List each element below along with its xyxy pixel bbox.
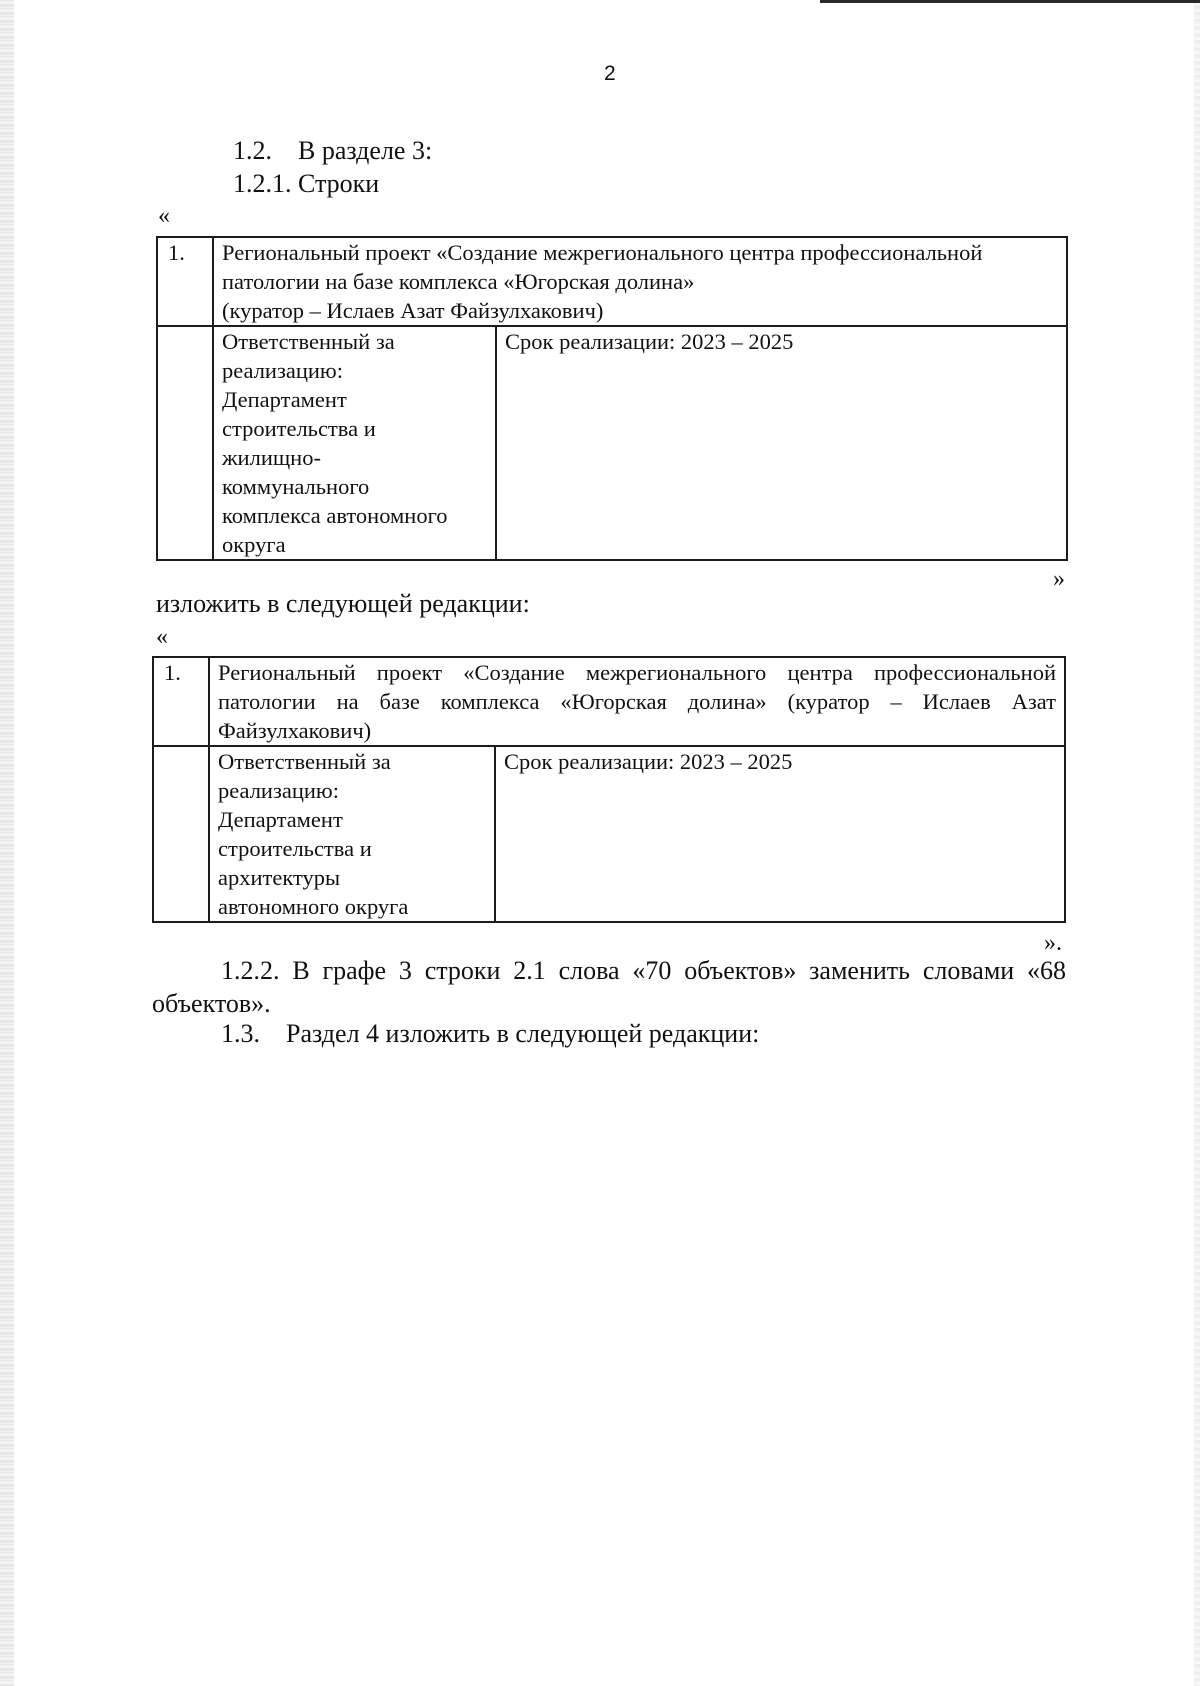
- heading-1-2: 1.2. В разделе 3:: [233, 136, 433, 165]
- old-responsible-line: Ответственный за: [222, 329, 395, 354]
- new-responsible-line: Ответственный за: [218, 749, 391, 774]
- old-responsible-line: Департамент: [222, 387, 347, 412]
- old-responsible-line: округа: [222, 532, 286, 557]
- old-responsible-line: жилищно-: [222, 445, 321, 470]
- close-quote-1: »: [1053, 566, 1065, 592]
- old-row-number: 1.: [157, 237, 213, 326]
- old-term-cell: Срок реализации: 2023 – 2025: [496, 326, 1067, 560]
- old-responsible-line: реализацию:: [222, 358, 343, 383]
- heading-1-2-1: 1.2.1. Строки: [233, 169, 380, 198]
- new-details-row: [153, 746, 1065, 922]
- new-responsible-line: автономного округа: [218, 894, 409, 919]
- intro-new-text: изложить в следующей редакции:: [156, 589, 530, 618]
- open-quote-2: «: [156, 624, 168, 650]
- old-title-line-1: Региональный проект «Создание межрегионального центра профессиональной: [222, 240, 983, 265]
- open-quote-1: «: [158, 203, 170, 229]
- old-empty-cell: [157, 326, 213, 560]
- new-responsible-line: строительства и: [218, 836, 372, 861]
- new-term-cell: Срок реализации: 2023 – 2025: [495, 746, 1065, 922]
- new-row-number: 1.: [153, 657, 209, 746]
- scan-top-line: [820, 0, 1200, 3]
- old-responsible-line: строительства и: [222, 416, 376, 441]
- new-responsible-line: Департамент: [218, 807, 343, 832]
- close-quote-2: ».: [1044, 930, 1062, 956]
- new-title-row: [153, 657, 1065, 746]
- new-empty-cell: [153, 746, 209, 922]
- scan-left-edge: [0, 0, 14, 1686]
- old-project-title: [213, 237, 1067, 326]
- old-responsible-line: коммунального: [222, 474, 370, 499]
- new-responsible-cell: [209, 746, 495, 922]
- old-details-row: [157, 326, 1067, 560]
- old-responsible-cell: [213, 326, 496, 560]
- old-title-line-2: патологии на базе комплекса «Югорская долина»: [222, 269, 695, 294]
- paragraph-1-2-2: 1.2.2. В графе 3 строки 2.1 слова «70 объектов» заменить словами «68 объектов».: [152, 956, 1066, 1018]
- old-title-row: [157, 237, 1067, 326]
- page-number: 2: [604, 62, 616, 85]
- new-project-title: Региональный проект «Создание межрегионального центра профессиональной патологии на базе комплекса «Югорская долина» (куратор – Ислаев Азат Файзулхакович): [209, 657, 1065, 746]
- old-title-line-3: (куратор – Ислаев Азат Файзулхакович): [222, 298, 604, 323]
- new-responsible-line: реализацию:: [218, 778, 339, 803]
- new-responsible-line: архитектуры: [218, 865, 341, 890]
- scan-right-edge: [1194, 0, 1200, 1686]
- old-responsible-line: комплекса автономного: [222, 503, 448, 528]
- paragraph-1-3: 1.3. Раздел 4 изложить в следующей редакции:: [221, 1019, 760, 1048]
- new-row-table: [152, 656, 1066, 923]
- old-row-table: [156, 236, 1068, 561]
